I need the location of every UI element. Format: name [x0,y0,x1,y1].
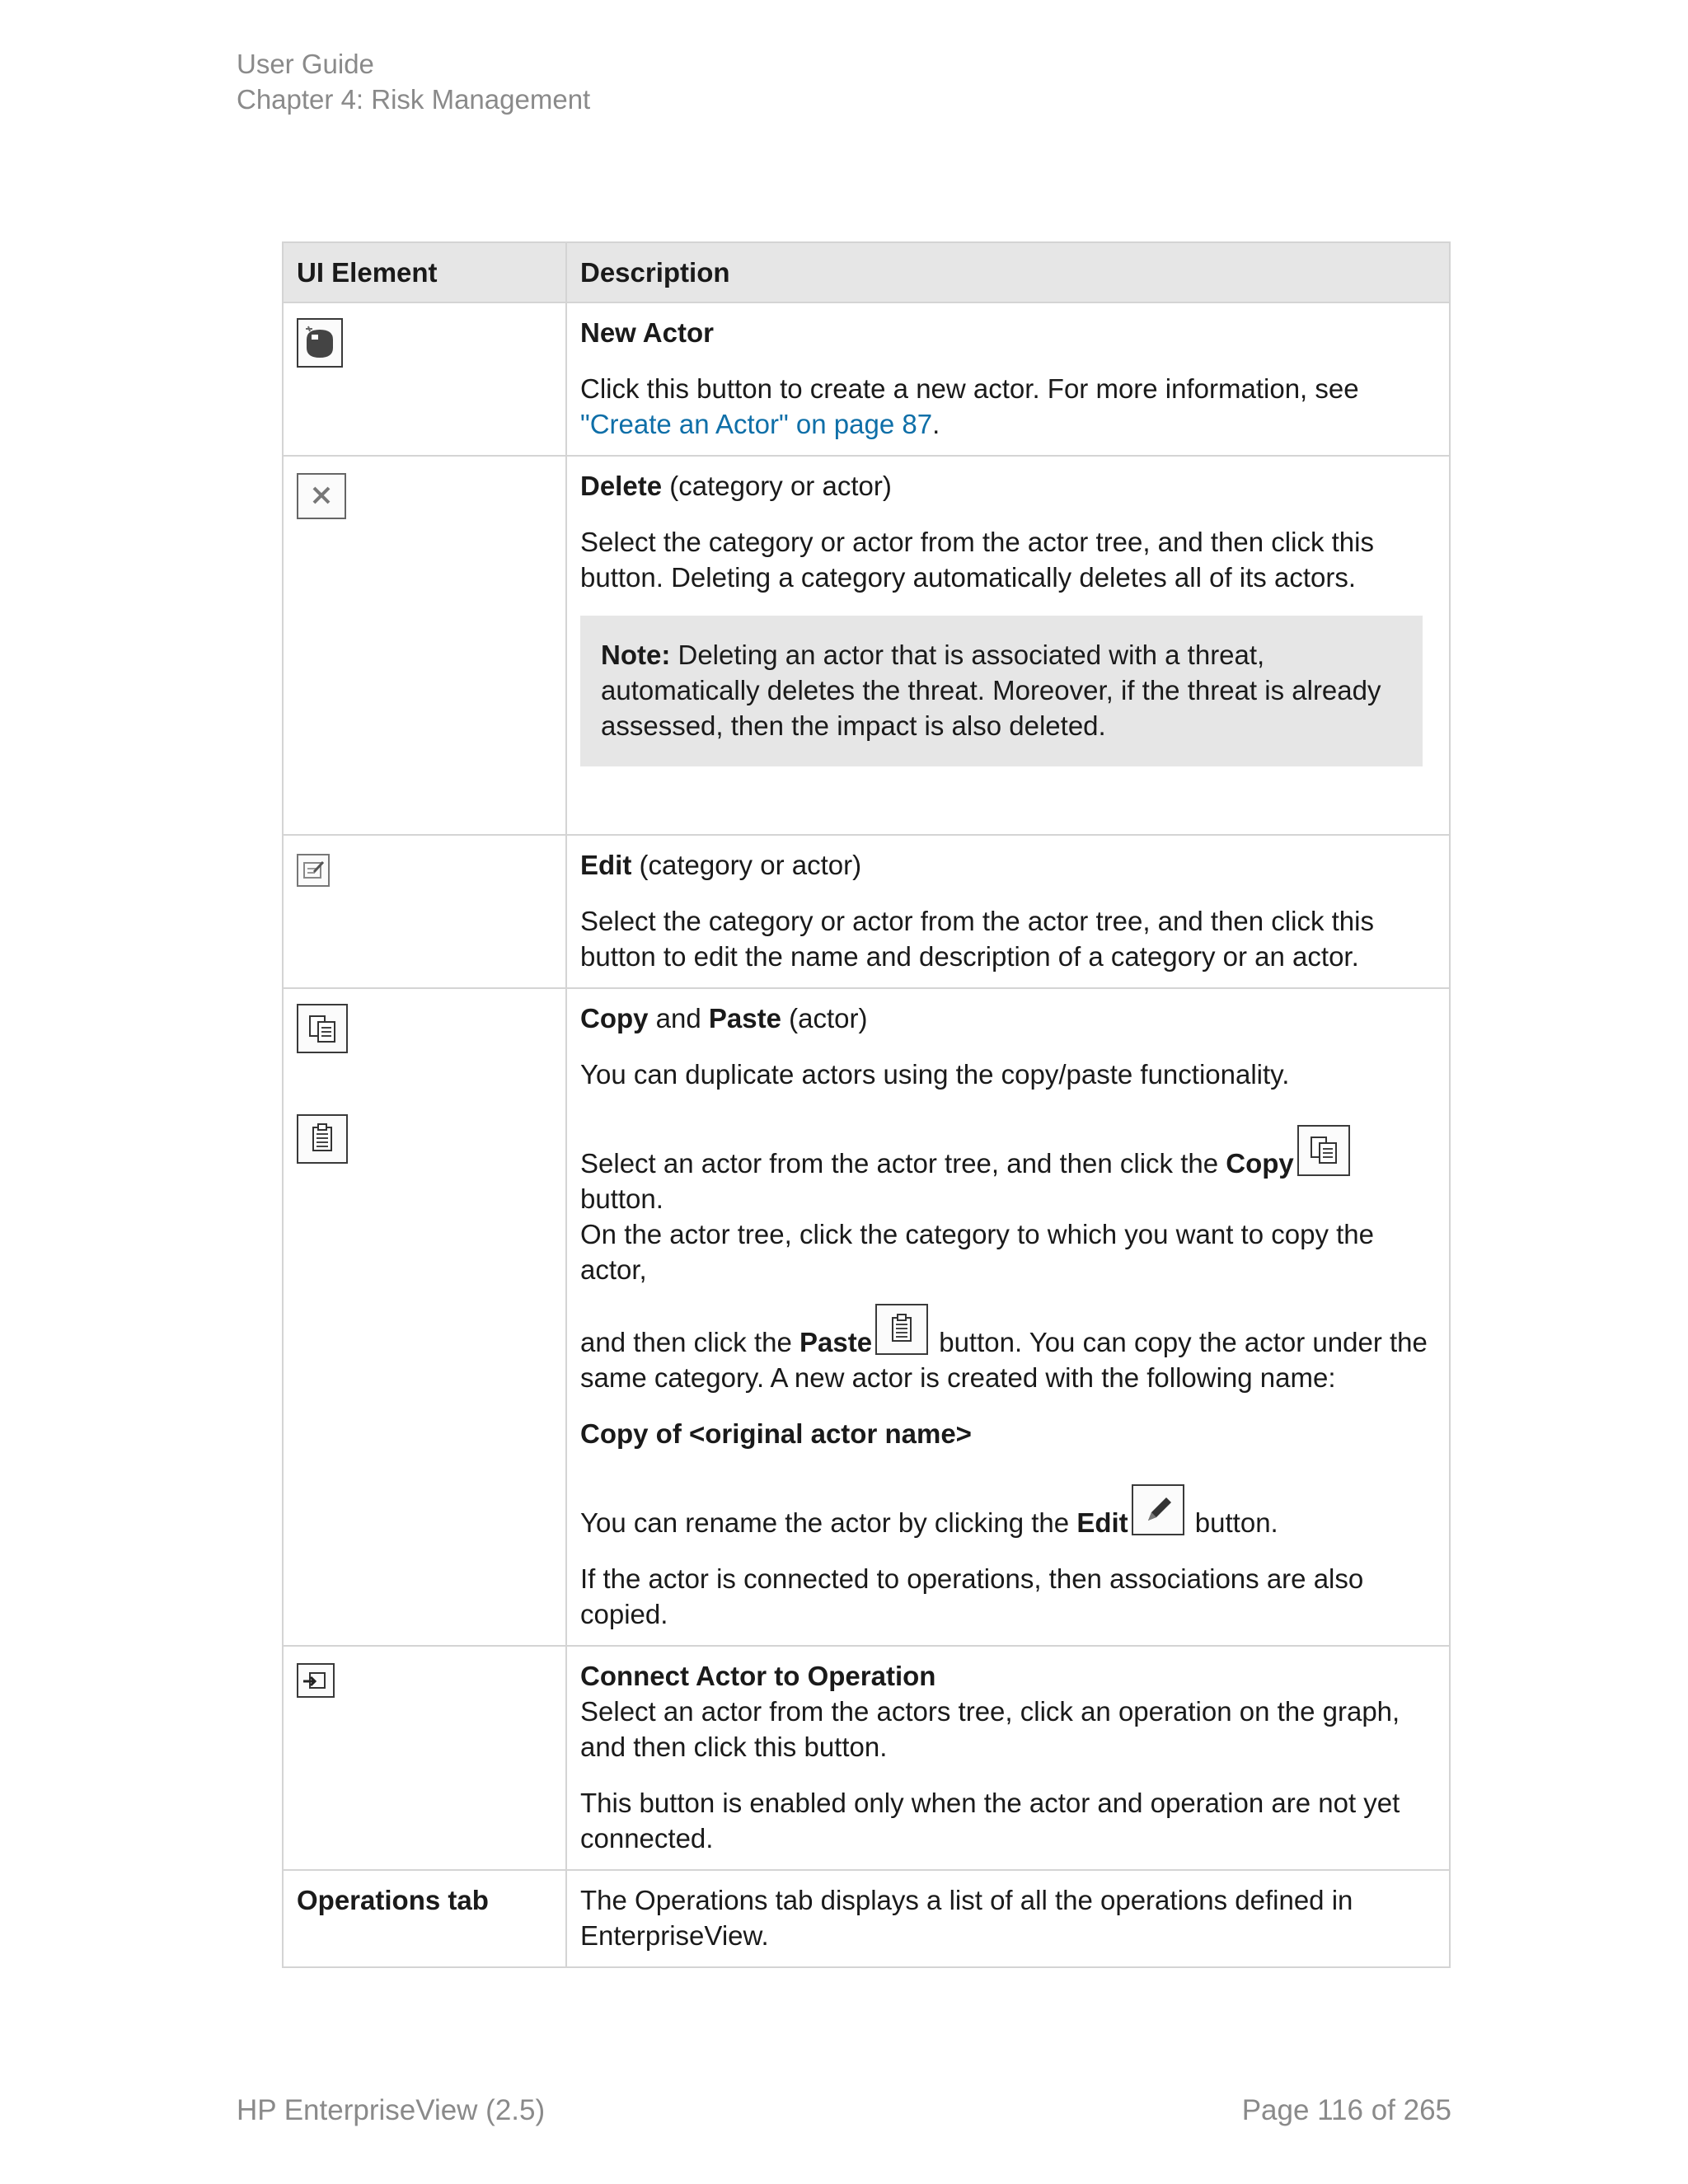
column-header-description: Description [566,242,1450,302]
new-actor-description: Click this button to create a new actor. For more information, see "Create an Actor" on page 87. [580,373,1359,439]
delete-note [580,616,1423,766]
copy-paste-intro: You can duplicate actors using the copy/paste functionality. [580,1059,1290,1090]
ui-element-cell [283,302,566,456]
connect-actor-icon [297,1663,335,1698]
note-label: Note: [601,640,671,670]
row-title-edit: Edit (category or actor) [580,850,862,880]
row-title-new-actor: New Actor [580,317,714,348]
table-row [283,456,1450,835]
table-row [283,988,1450,1646]
table-header-row [283,242,1450,302]
create-actor-link[interactable]: "Create an Actor" on page 87 [580,409,933,439]
operations-tab-description: The Operations tab displays a list of all the operations defined in EnterpriseView. [566,1870,1450,1967]
ui-element-cell [283,456,566,835]
description-cell [566,1646,1450,1870]
new-actor-icon [297,318,343,368]
copy-paste-steps: Select an actor from the actor tree, and then click the Copy button. On the actor tree, click the category to which you want to copy the actor, and then click the Paste button. You can copy the actor under the same category. A new actor is created with the following name: [580,1125,1436,1395]
connect-description: Select an actor from the actors tree, click an operation on the graph, and then click this button. [580,1696,1400,1762]
table-row [283,835,1450,988]
description-cell [566,988,1450,1646]
ui-element-cell [283,1646,566,1870]
description-cell [566,456,1450,835]
column-header-ui-element: UI Element [283,242,566,302]
ui-element-cell [283,988,566,1646]
running-header [237,46,590,117]
pencil-icon [1132,1484,1184,1535]
table-row [283,1870,1450,1967]
guide-title: User Guide [237,49,374,79]
copy-icon [1297,1125,1350,1176]
copy-name-pattern: Copy of <original actor name> [580,1418,972,1449]
table-row [283,1646,1450,1870]
connect-enabled-note: This button is enabled only when the actor and operation are not yet connected. [580,1788,1400,1854]
ui-element-table [282,241,1451,1968]
delete-x-icon [297,473,346,519]
note-text: Deleting an actor that is associated with a threat, automatically deletes the threat. Moreover, if the threat is already assessed, then the impact is also deleted. [601,640,1381,741]
description-cell [566,302,1450,456]
edit-icon [297,854,330,887]
description-cell [566,835,1450,988]
paste-icon [297,1114,348,1164]
chapter-title: Chapter 4: Risk Management [237,84,591,115]
copy-icon [297,1004,348,1053]
rename-instruction: You can rename the actor by clicking the Edit button. [580,1484,1436,1540]
delete-description: Select the category or actor from the actor tree, and then click this button. Deleting a category automatically deletes all of its actors. [580,527,1374,593]
edit-description: Select the category or actor from the actor tree, and then click this button to edit the name and description of a category or an actor. [580,906,1374,972]
row-title-connect: Connect Actor to Operation [580,1661,936,1691]
table-row [283,302,1450,456]
operations-tab-label: Operations tab [283,1870,566,1967]
associations-note: If the actor is connected to operations, then associations are also copied. [580,1563,1364,1629]
row-title-delete: Delete (category or actor) [580,471,892,501]
footer-product: HP EnterpriseView (2.5) [237,2094,546,2126]
paste-icon [875,1304,928,1355]
ui-element-cell [283,835,566,988]
footer-page-number: Page 116 of 265 [1241,2094,1451,2126]
row-title-copy-paste: Copy and Paste (actor) [580,1003,868,1033]
